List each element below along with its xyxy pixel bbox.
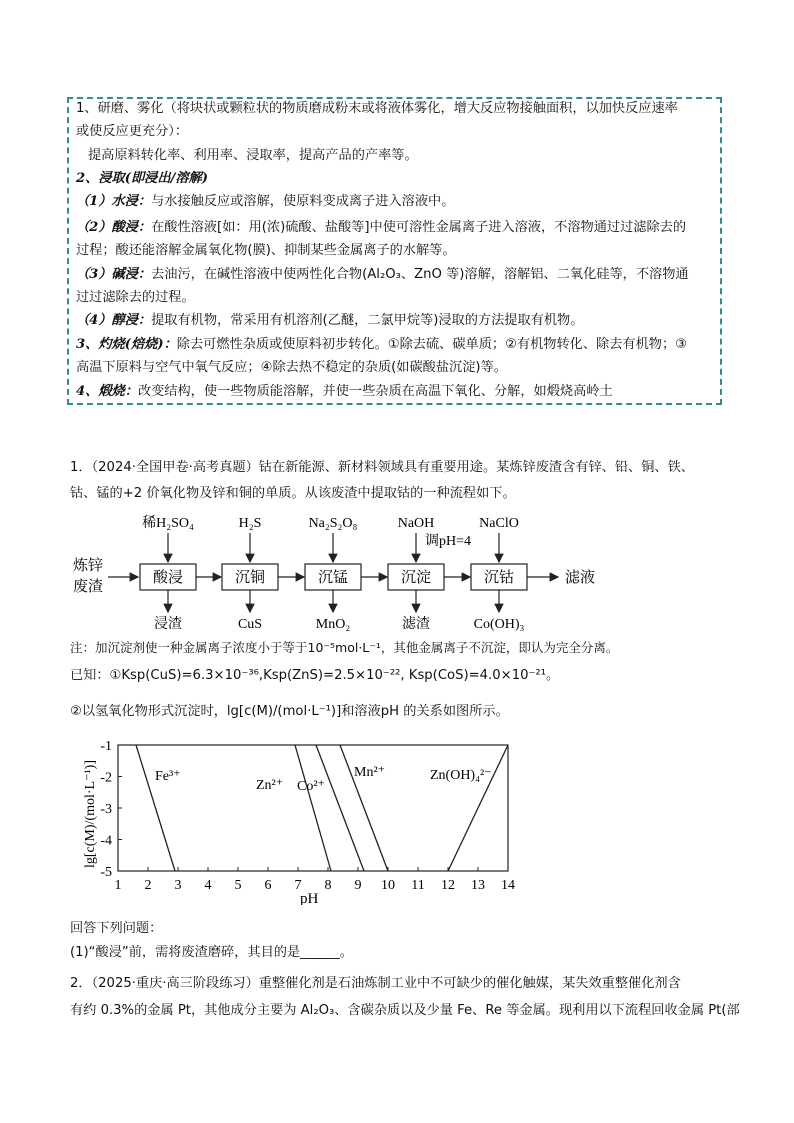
note-heading-2: 2、浸取(即浸出/溶解) — [76, 171, 208, 186]
flow-step-label: 沉淀 — [400, 570, 432, 586]
q1-sub1: (1)“酸浸”前，需将废渣磨碎，其目的是______。 — [70, 945, 353, 960]
y-tick-label: -4 — [100, 833, 112, 849]
series-label: Co²⁺ — [297, 779, 325, 794]
note-roasting: 3、灼烧(焙烧)：除去可燃性杂质或使原料初步转化。①除去硫、碳单质；②有机物转化、除去有机物；③ — [76, 337, 687, 352]
note-line-1: 1、研磨、雾化（将块状或颗粒状的物质磨成粉末或将液体雾化，增大反应物接触面积，以加快反应速率 — [76, 101, 678, 116]
x-tick-label: 6 — [264, 878, 272, 893]
x-tick-label: 13 — [471, 878, 485, 893]
note-roasting-2: 高温下原料与空气中氧气反应；④除去热不稳定的杂质(如碳酸盐沉淀)等。 — [76, 360, 507, 375]
precipitation-chart — [0, 725, 794, 905]
chart-ticks — [100, 739, 515, 893]
q1-line-1: 1．（2024·全国甲卷·高考真题）钴在新能源、新材料领域具有重要用途。某炼锌废渣含有锌、铅、铜、铁、 — [70, 460, 694, 475]
flow-step-label: 酸浸 — [152, 570, 184, 586]
note-alkali-leach: （3）碱浸：去油污，在碱性溶液中使两性化合物(Al₂O₃、ZnO 等)溶解，溶解铝、二氧化硅等，不溶物通 — [76, 267, 689, 282]
flow-step-label: 沉钴 — [483, 570, 515, 586]
x-tick-label: 12 — [441, 878, 455, 893]
y-tick-label: -2 — [100, 770, 112, 786]
x-tick-label: 8 — [324, 878, 332, 893]
series-label: Fe³⁺ — [155, 769, 181, 784]
flow-reagent: H₂S — [238, 516, 262, 531]
flow-reagent: NaClO — [479, 516, 519, 531]
q2-line-1: 2．（2025·重庆·高三阶段练习）重整催化剂是石油炼制工业中不可缺少的催化触媒，某失效重整催化剂含 — [70, 976, 681, 991]
note-alcohol-leach: （4）醇浸：提取有机物，常采用有机溶剂(乙醚，二氯甲烷等)浸取的方法提取有机物。 — [76, 313, 584, 328]
series-line — [316, 745, 364, 871]
process-flowchart — [0, 508, 794, 638]
final-output: 滤液 — [565, 570, 596, 586]
series-line — [295, 745, 331, 871]
chart-xlabel: pH — [300, 891, 319, 905]
feed-label-1: 炼锌 — [73, 558, 104, 574]
x-tick-label: 3 — [174, 878, 182, 893]
series-line — [340, 745, 388, 871]
feed-label-2: 废渣 — [73, 579, 104, 595]
flow-output: Co(OH)₃ — [473, 617, 525, 632]
series-line — [448, 745, 508, 871]
x-tick-label: 14 — [501, 878, 515, 893]
note-line-2: 或使反应更充分）： — [76, 124, 189, 139]
flow-reagent: 稀H₂SO₄ — [142, 516, 194, 531]
y-tick-label: -3 — [100, 802, 112, 817]
series-label: Zn²⁺ — [256, 778, 284, 793]
note-acid-leach-2: 过程；酸还能溶解金属氧化物(膜)、抑制某些金属离子的水解等。 — [76, 243, 456, 258]
series-label: Mn²⁺ — [354, 765, 386, 780]
q1-answer-prompt: 回答下列问题： — [70, 921, 163, 936]
ph-note: 调pH=4 — [425, 534, 472, 549]
flow-output: 滤渣 — [402, 617, 430, 632]
q1-known-ksp: 已知：①Ksp(CuS)=6.3×10⁻³⁶,Ksp(ZnS)=2.5×10⁻²², Ksp(CoS)=4.0×10⁻²¹。 — [70, 668, 560, 683]
flow-reagent: NaOH — [397, 516, 435, 531]
y-tick-label: -5 — [100, 865, 112, 880]
flow-output: 浸渣 — [154, 617, 182, 632]
x-tick-label: 4 — [204, 878, 212, 893]
x-tick-label: 11 — [411, 878, 425, 893]
flow-output: CuS — [237, 617, 263, 632]
flow-step-label: 沉铜 — [234, 570, 266, 586]
note-alkali-leach-2: 过过滤除去的过程。 — [76, 290, 195, 305]
note-calcining: 4、煅烧：改变结构，使一些物质能溶解，并使一些杂质在高温下氧化、分解，如煅烧高岭土 — [76, 384, 613, 399]
flow-steps — [140, 515, 527, 632]
chart-lines — [136, 745, 508, 871]
series-line — [136, 745, 175, 871]
note-line-3: 提高原料转化率、利用率、浸取率，提高产品的产率等。 — [88, 148, 418, 163]
x-tick-label: 5 — [234, 878, 242, 893]
q1-note: 注：加沉淀剂使一种金属离子浓度小于等于10⁻⁵mol·L⁻¹，其他金属离子不沉淀，即认为完全分离。 — [70, 640, 619, 655]
chart-ylabel: lg[c(M)/(mol·L⁻¹)] — [83, 760, 98, 868]
note-acid-leach: （2）酸浸：在酸性溶液[如：用(浓)硫酸、盐酸等]中使可溶性金属离子进入溶液，不溶物通过过滤除去的 — [76, 220, 687, 235]
x-tick-label: 10 — [381, 878, 395, 893]
q1-line-2: 钴、锰的+2 价氧化物及锌和铜的单质。从该废渣中提取钴的一种流程如下。 — [70, 486, 516, 501]
x-tick-label: 2 — [144, 878, 152, 893]
x-tick-label: 9 — [354, 878, 362, 893]
x-tick-label: 7 — [294, 878, 302, 893]
x-tick-label: 1 — [114, 878, 122, 893]
series-label: Zn(OH)₄²⁻ — [430, 768, 492, 783]
y-tick-label: -1 — [100, 739, 112, 754]
flow-reagent: Na₂S₂O₈ — [308, 516, 358, 531]
q2-line-2: 有约 0.3%的金属 Pt，其他成分主要为 Al₂O₃、含碳杂质以及少量 Fe、Re 等金属。现利用以下流程回收金属 Pt(部 — [70, 1003, 740, 1018]
flow-step-label: 沉锰 — [317, 570, 349, 586]
flow-output: MnO₂ — [315, 617, 351, 632]
note-water-leach: （1）水浸：与水接触反应或溶解，使原料变成离子进入溶液中。 — [76, 194, 455, 209]
q1-known-chart-desc: ②以氢氧化物形式沉淀时，lg[c(M)/(mol·L⁻¹)]和溶液pH 的关系如图所示。 — [70, 704, 509, 719]
